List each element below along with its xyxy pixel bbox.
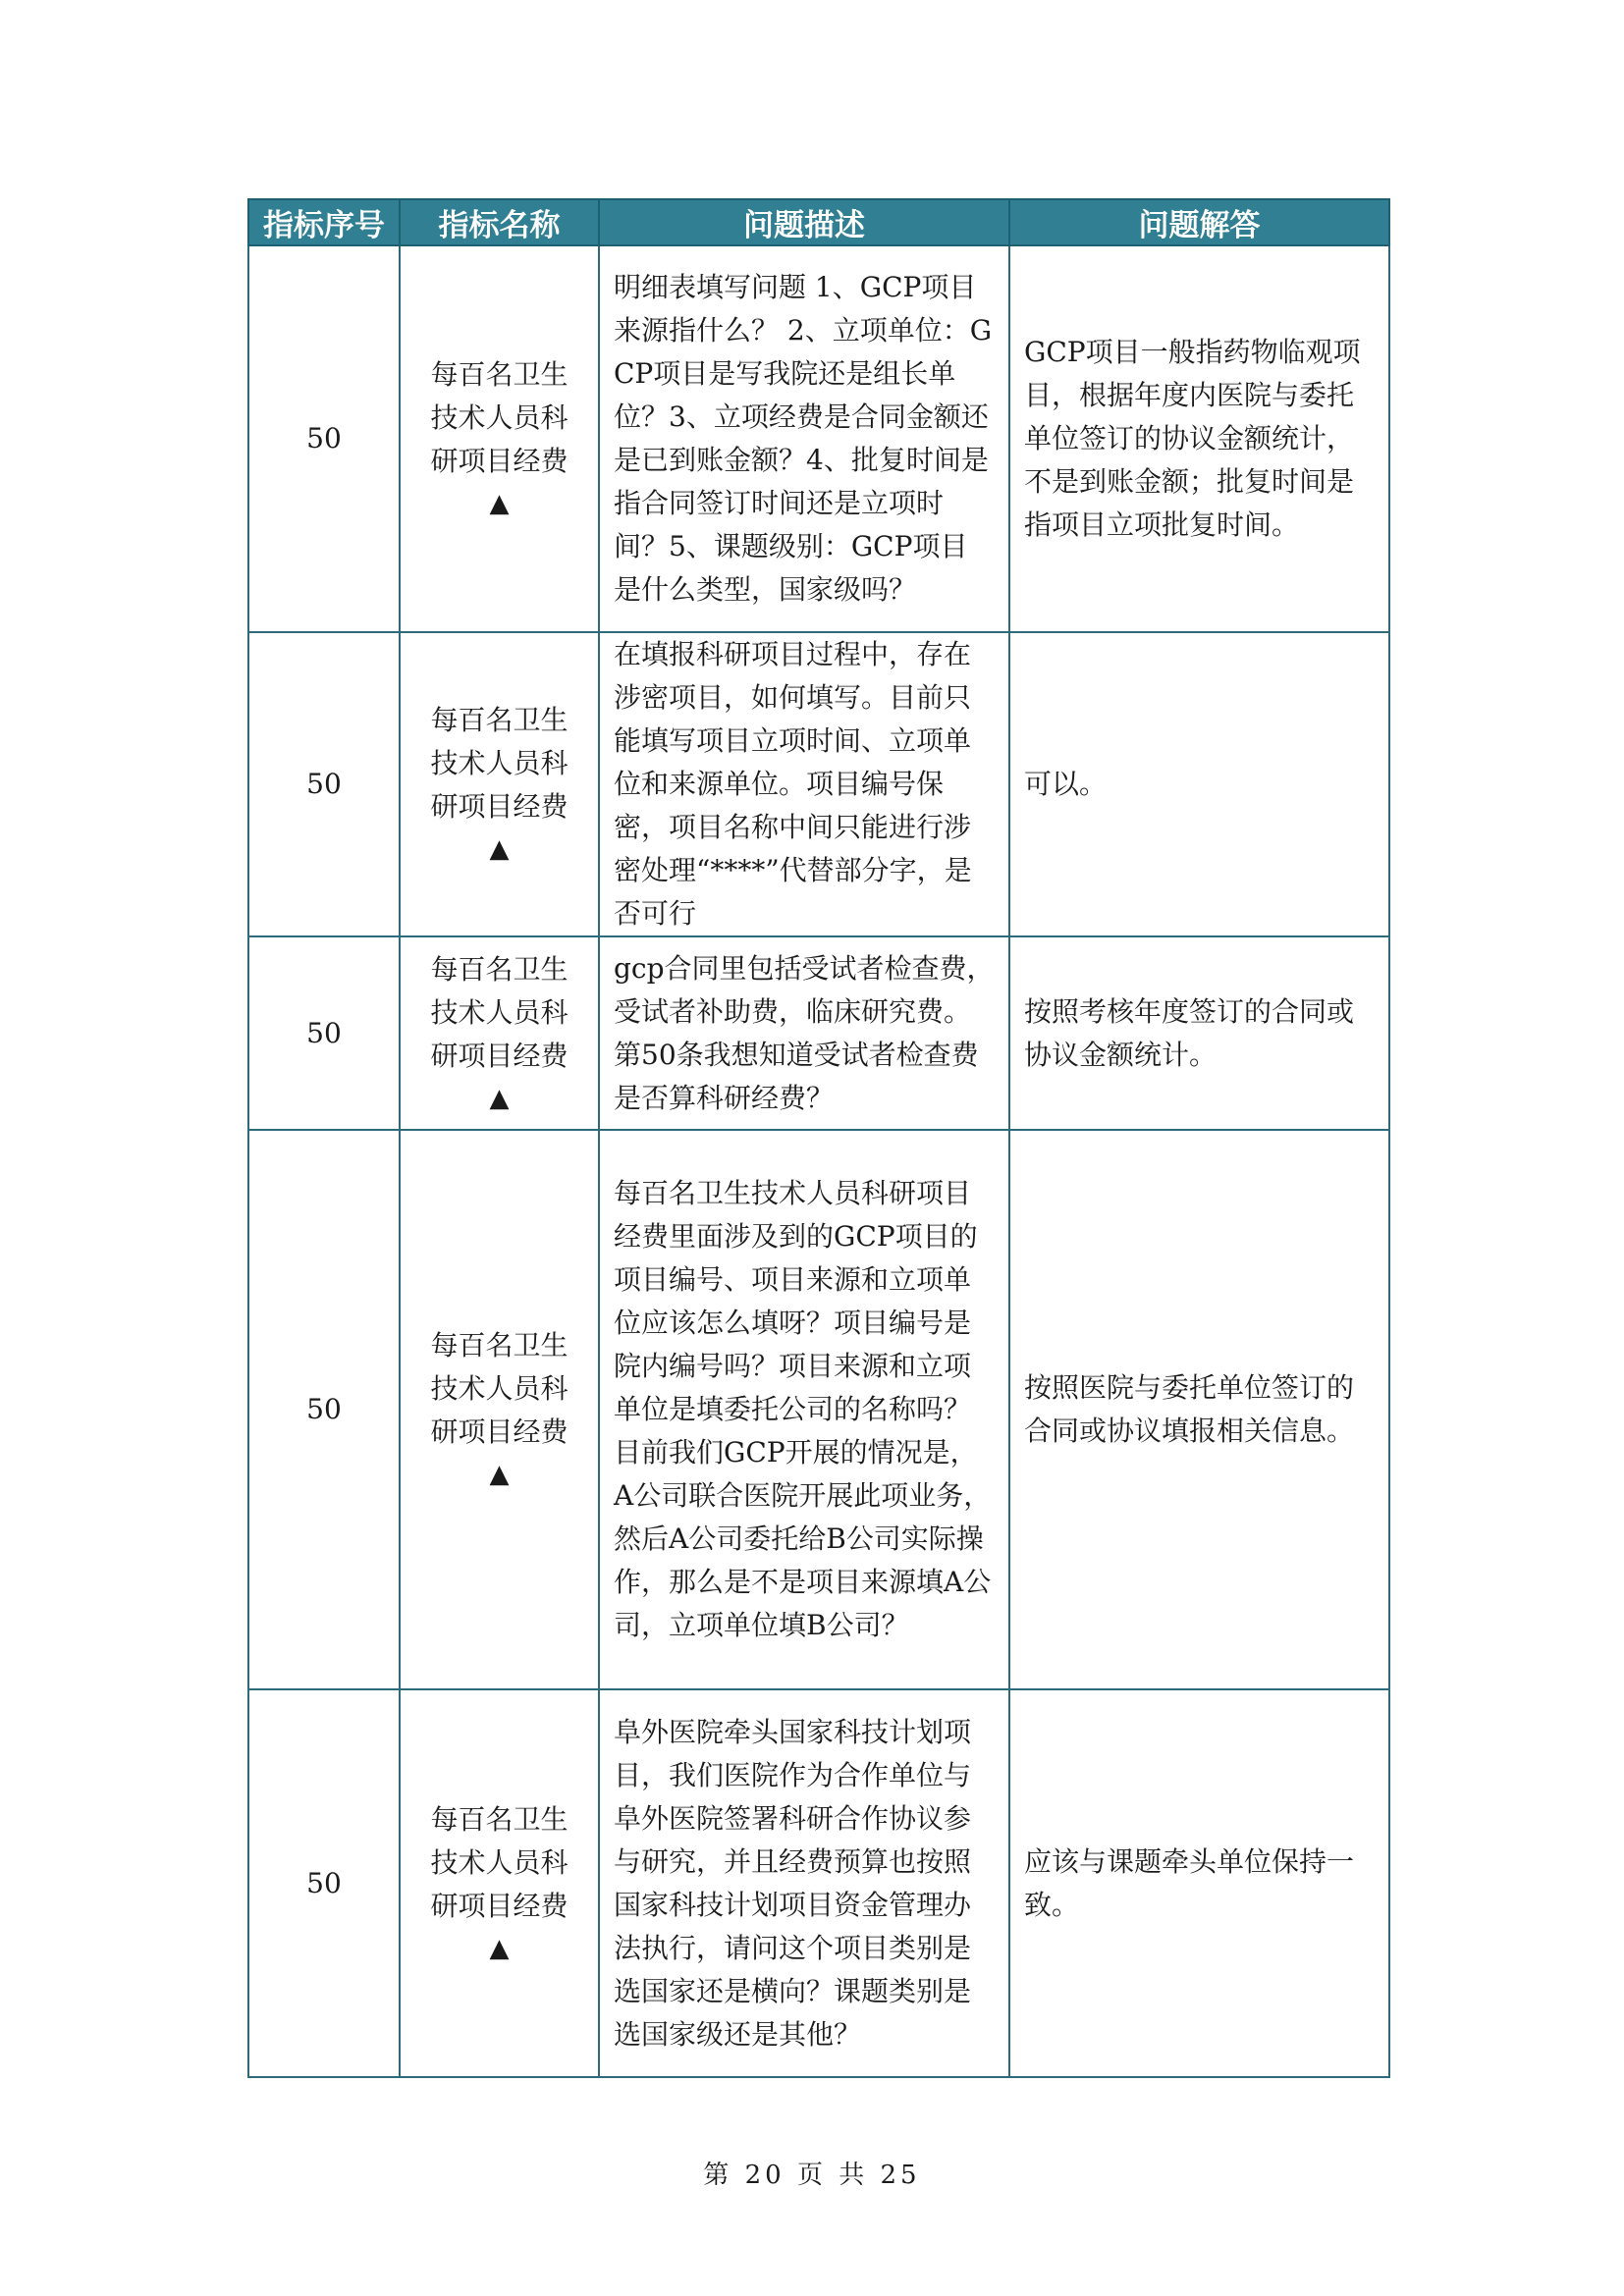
table-row (248, 632, 1389, 936)
row-name: 每百名卫生技术人员科研项目经费 (430, 1802, 568, 1922)
row-name-cell (400, 1130, 599, 1689)
table-body (248, 245, 1389, 2077)
row-description: 每百名卫生技术人员科研项目经费里面涉及到的GCP项目的项目编号、项目来源和立项单位应该怎么填呀？项目编号是院内编号吗？项目来源和立项单位是填委托公司的名称吗？目前我们GCP开展的情况是，A公司联合医院开展此项业务，然后A公司委托给B公司实际操作，那么是不是项目来源填A公司，立项单位填B公司？ (599, 1130, 1009, 1689)
triangle-mark-icon: ▲ (489, 1083, 510, 1113)
table-row (248, 1130, 1389, 1689)
row-index: 50 (248, 936, 400, 1130)
row-answer: GCP项目一般指药物临观项目，根据年度内医院与委托单位签订的协议金额统计，不是到账金额；批复时间是指项目立项批复时间。 (1009, 245, 1389, 632)
row-name: 每百名卫生技术人员科研项目经费 (430, 952, 568, 1072)
row-answer: 按照考核年度签订的合同或协议金额统计。 (1009, 936, 1389, 1130)
row-description: 在填报科研项目过程中，存在涉密项目，如何填写。目前只能填写项目立项时间、立项单位和来源单位。项目编号保密，项目名称中间只能进行涉密处理“****”代替部分字，是否可行 (599, 632, 1009, 936)
row-name-cell (400, 245, 599, 632)
row-index: 50 (248, 245, 400, 632)
row-name-cell (400, 936, 599, 1130)
row-answer: 应该与课题牵头单位保持一致。 (1009, 1689, 1389, 2077)
triangle-mark-icon: ▲ (489, 1933, 510, 1963)
table-row (248, 936, 1389, 1130)
row-name-cell (400, 1689, 599, 2077)
triangle-mark-icon: ▲ (489, 834, 510, 864)
header-index: 指标序号 (248, 199, 400, 245)
header-name: 指标名称 (400, 199, 599, 245)
table-row (248, 1689, 1389, 2077)
row-index: 50 (248, 1689, 400, 2077)
row-description: gcp合同里包括受试者检查费，受试者补助费，临床研究费。第50条我想知道受试者检查费是否算科研经费？ (599, 936, 1009, 1130)
row-index: 50 (248, 1130, 400, 1689)
table-header (248, 199, 1389, 245)
page-number: 第 20 页 共 25 (703, 2161, 921, 2190)
table-row (248, 245, 1389, 632)
row-name: 每百名卫生技术人员科研项目经费 (430, 358, 568, 477)
row-index: 50 (248, 632, 400, 936)
triangle-mark-icon: ▲ (489, 489, 510, 518)
row-description: 阜外医院牵头国家科技计划项目，我们医院作为合作单位与阜外医院签署科研合作协议参与研究，并且经费预算也按照国家科技计划项目资金管理办法执行，请问这个项目类别是选国家还是横向？课题类别是选国家级还是其他？ (599, 1689, 1009, 2077)
row-name-cell (400, 632, 599, 936)
triangle-mark-icon: ▲ (489, 1460, 510, 1489)
row-answer: 按照医院与委托单位签订的合同或协议填报相关信息。 (1009, 1130, 1389, 1689)
row-name: 每百名卫生技术人员科研项目经费 (430, 1329, 568, 1448)
row-description: 明细表填写问题 1、GCP项目来源指什么？ 2、立项单位：GCP项目是写我院还是组长单位？3、立项经费是合同金额还是已到账金额？4、批复时间是指合同签订时间还是立项时间？5、课题级别：GCP项目是什么类型，国家级吗？ (599, 245, 1009, 632)
header-row (248, 199, 1389, 245)
row-name: 每百名卫生技术人员科研项目经费 (430, 704, 568, 823)
qa-table (247, 198, 1390, 2078)
header-answer: 问题解答 (1009, 199, 1389, 245)
row-answer: 可以。 (1009, 632, 1389, 936)
header-description: 问题描述 (599, 199, 1009, 245)
